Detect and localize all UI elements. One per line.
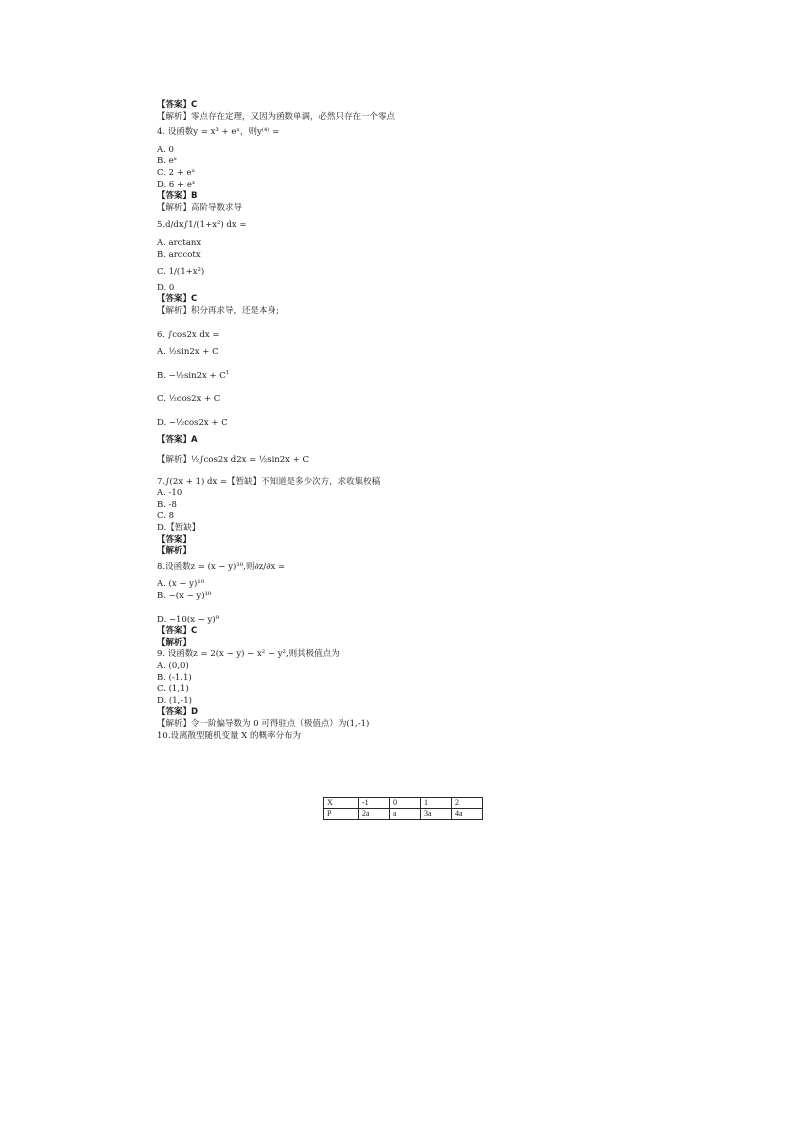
q7-stem: 7.∫(2x + 1) dx =【暂缺】不知道是多少次方，求收集校稿 <box>157 476 381 487</box>
q5-option-c: C. 1/(1+x²) <box>157 267 205 278</box>
q5-stem: 5.d/dx∫1/(1+x²) dx = <box>157 220 247 231</box>
q9-analysis: 【解析】令一阶偏导数为 0 可得驻点（极值点）为(1,-1) <box>157 718 370 729</box>
q7-answer: 【答案】 <box>157 534 192 545</box>
q7-option-d: D.【暂缺】 <box>157 523 201 534</box>
q4-analysis: 【解析】高阶导数求导 <box>157 202 243 213</box>
table-cell: X <box>324 798 359 809</box>
q6-answer: 【答案】A <box>157 435 198 446</box>
q8-answer: 【答案】C <box>157 626 198 637</box>
q6-analysis: 【解析】½∫cos2x d2x = ½sin2x + C <box>157 455 310 466</box>
q4-option-d: D. 6 + eˣ <box>157 179 196 190</box>
q5-option-a: A. arctanx <box>157 237 202 248</box>
q4-option-b: B. eˣ <box>157 156 178 167</box>
table-cell: 2a <box>359 809 390 820</box>
q10-stem: 10.设离散型随机变量 X 的概率分布为 <box>157 730 301 741</box>
q8-option-a: A. (x − y)¹⁰ <box>157 579 205 590</box>
q6-stem: 6. ∫cos2x dx = <box>157 329 220 340</box>
q9-stem: 9. 设函数z = 2(x − y) − x² − y²,则其极值点为 <box>157 649 340 660</box>
q6-option-b <box>157 371 487 383</box>
q6-option-a: A. ½sin2x + C <box>157 347 219 358</box>
q8-option-b: B. −(x − y)¹⁰ <box>157 591 212 601</box>
q3-answer: 【答案】C <box>157 100 198 110</box>
q7-option-a: A. -10 <box>157 488 183 499</box>
q5-option-b: B. arccotx <box>157 249 201 260</box>
table-cell: 2 <box>452 798 483 809</box>
q9-option-a: A. (0,0) <box>157 660 189 671</box>
probability-distribution-table <box>323 797 483 820</box>
table-cell: 3a <box>421 809 452 820</box>
table-cell: P <box>324 809 359 820</box>
q5-answer: 【答案】C <box>157 294 198 305</box>
q7-option-c: C. 8 <box>157 511 175 522</box>
table-cell: 4a <box>452 809 483 820</box>
q8-stem: 8.设函数z = (x − y)¹⁰,则∂z/∂x = <box>157 561 286 572</box>
exam-content <box>157 100 487 742</box>
q4-stem: 4. 设函数y = x³ + eˣ，则y⁽⁴⁾ = <box>157 127 280 138</box>
q8-option-d: D. −10(x − y)⁹ <box>157 614 220 625</box>
q7-option-b: B. -8 <box>157 499 177 510</box>
q4-option-c: C. 2 + eˣ <box>157 167 196 178</box>
table-cell: 1 <box>421 798 452 809</box>
q7-analysis: 【解析】 <box>157 546 192 557</box>
table-cell: 0 <box>390 798 421 809</box>
q6-option-d: D. −½cos2x + C <box>157 417 228 428</box>
table-cell: a <box>390 809 421 820</box>
q9-answer: 【答案】D <box>157 707 199 718</box>
table-row-x <box>324 798 483 809</box>
q6-option-c: C. ½cos2x + C <box>157 394 221 405</box>
q9-option-d: D. (1,-1) <box>157 695 192 706</box>
q4-answer: 【答案】B <box>157 191 198 202</box>
q6-stray-mark: 1 <box>225 369 230 376</box>
q6-option-b-text: B. −½sin2x + C <box>157 370 226 381</box>
q3-analysis: 【解析】零点存在定理，又因为函数单调，必然只存在一个零点 <box>157 111 396 122</box>
q8-analysis: 【解析】 <box>157 637 192 648</box>
q9-option-b: B. (-1.1) <box>157 672 192 683</box>
q5-option-d: D. 0 <box>157 282 175 293</box>
table-row-p <box>324 809 483 820</box>
table-cell: -1 <box>359 798 390 809</box>
q5-analysis: 【解析】积分再求导，还是本身; <box>157 305 279 316</box>
q9-option-c: C. (1,1) <box>157 684 189 695</box>
q4-option-a: A. 0 <box>157 144 174 155</box>
